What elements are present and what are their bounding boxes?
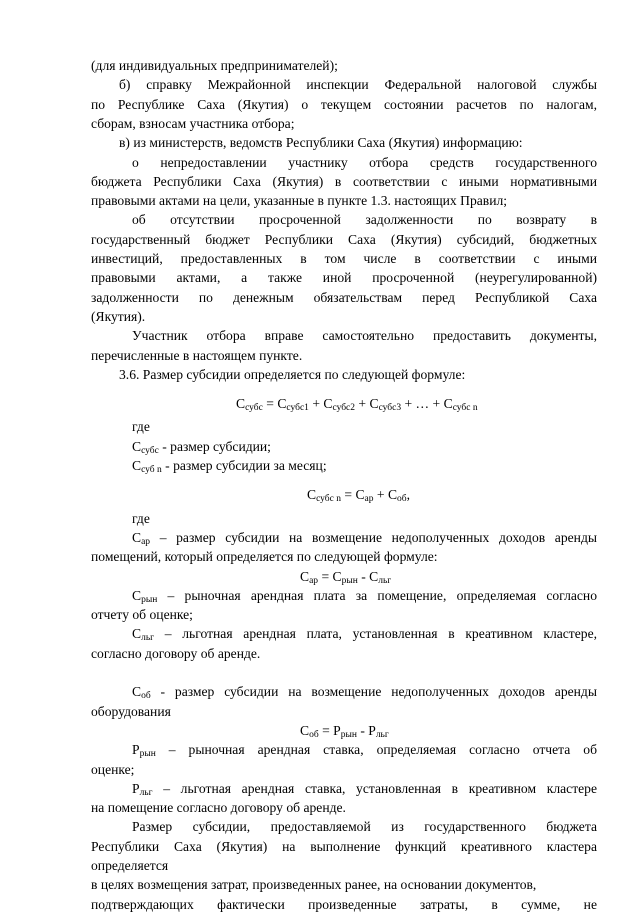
where-label: где <box>132 419 150 435</box>
text-line: Размер субсидии, предоставляемой из государственного бюджета <box>132 819 597 835</box>
definition-p-lg: $Р_{льг}$ – льготная арендная ставка, установленная в креативном кластере <box>132 780 597 798</box>
definition-c-sub-n: $С_{суб n}$ - размер субсидии за месяц; <box>132 458 327 475</box>
text-line: определяется <box>91 858 169 873</box>
text-line: инвестиций, предоставленных в том числе в соответствии с иными <box>91 251 597 266</box>
text-line: в) из министерств, ведомств Республики Саха (Якутия) информацию: <box>119 135 523 151</box>
text-line: оборудования <box>91 703 171 719</box>
text-line: (для индивидуальных предпринимателей); <box>91 58 338 73</box>
definition-c-ryn: $С_{рын}$ – рыночная арендная плата за помещение, определяемая согласно <box>132 587 597 605</box>
text-line: о непредоставлении участнику отбора средств государственного <box>132 154 597 170</box>
formula-subsidy-total: $С_{субс} = С_{субс1} + С_{субс2} + С_{субс3}$ + … + $С_{субс n}$ <box>236 396 478 414</box>
where-label: где <box>132 510 150 526</box>
text-line: согласно договору об аренде. <box>91 645 261 661</box>
formula-premises-subsidy: $С_{ар} = С_{рын} - С_{льг}$ <box>300 568 392 586</box>
definition-c-subs: $С_{субс}$ - размер субсидии; <box>132 438 271 456</box>
text-line: задолженности по денежным обязательствам перед Республикой Саха <box>91 289 597 305</box>
text-line: государственный бюджет Республики Саха (Якутия) субсидий, бюджетных <box>91 231 597 247</box>
text-line: правовыми актами на цели, указанные в пункте 1.3. настоящих Правил; <box>91 193 508 209</box>
text-line: б) справку Межрайонной инспекции Федеральной налоговой службы <box>119 77 597 93</box>
text-line: (Якутия). <box>91 308 146 324</box>
text-line: перечисленные в настоящем пункте. <box>91 347 303 363</box>
text-line: об отсутствии просроченной задолженности по возврату в <box>132 212 597 228</box>
text-line: Участник отбора вправе самостоятельно предоставить документы, <box>132 328 597 344</box>
text-line: по Республике Саха (Якутия) о текущем состоянии расчетов по налогам, <box>91 96 597 112</box>
text-line: на помещение согласно договору об аренде. <box>91 800 346 816</box>
text-line: бюджета Республики Саха (Якутия) в соответствии с иными нормативными <box>91 173 597 189</box>
definition-c-ob: $С_{об}$ - размер субсидии на возмещение недополученных доходов аренды <box>132 684 597 702</box>
formula-monthly-subsidy: $С_{субс n} = С_{ар} + С_{об}$, <box>307 487 411 505</box>
text-line: Республики Саха (Якутия) на выполнение функций креативного кластера <box>91 838 597 854</box>
definition-c-ar: $С_{ар}$ – размер субсидии на возмещение недополученных доходов аренды <box>132 529 597 547</box>
text-line: правовыми актами, а также иной просроченной (неурегулированной) <box>91 270 597 286</box>
text-line: отчету об оценке; <box>91 607 193 623</box>
text-line: помещений, который определяется по следующей формуле: <box>91 549 438 565</box>
definition-p-ryn: $Р_{рын}$ – рыночная арендная ставка, определяемая согласно отчета об <box>132 742 597 760</box>
text-line: оценке; <box>91 761 135 777</box>
formula-equipment-subsidy: $С_{об} = Р_{рын} - Р_{льг}$ <box>300 722 389 740</box>
text-line: сборам, взносам участника отбора; <box>91 115 295 131</box>
text-line: 3.6. Размер субсидии определяется по следующей формуле: <box>119 366 466 382</box>
definition-c-lg: $С_{льг}$ – льготная арендная плата, установленная в креативном кластере, <box>132 626 597 644</box>
text-line: подтверждающих фактически произведенные затраты, в сумме, не <box>91 896 597 912</box>
text-line: в целях возмещения затрат, произведенных ранее, на основании документов, <box>91 877 537 893</box>
